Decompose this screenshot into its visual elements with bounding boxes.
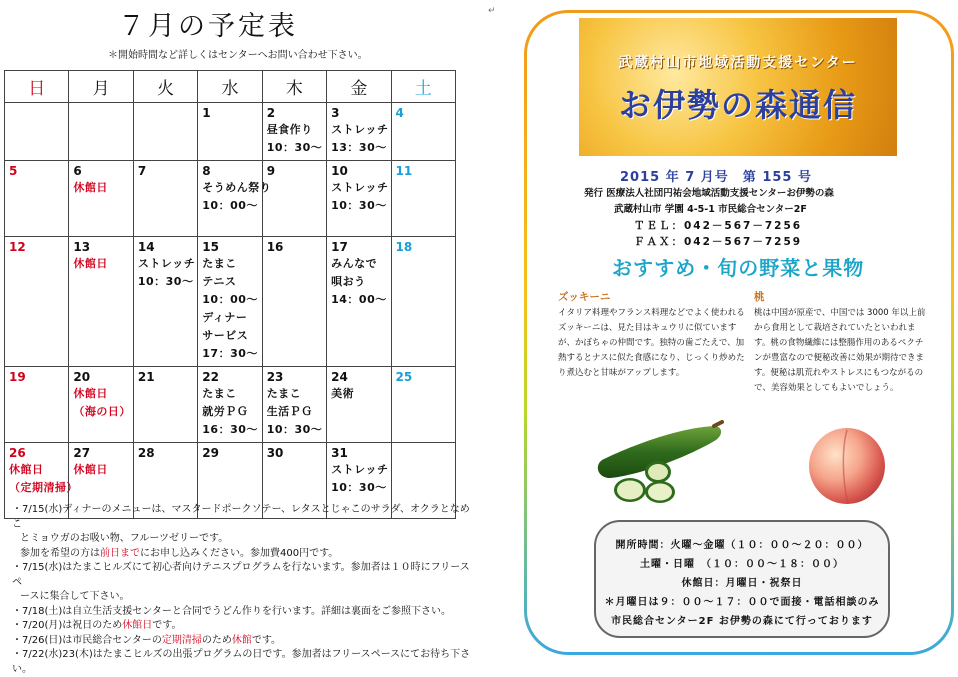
calendar-day-cell <box>327 367 391 443</box>
note-item <box>12 634 474 649</box>
peach-fruit <box>809 428 885 504</box>
calendar-day-cell <box>198 161 272 237</box>
weekday-tue: 火 <box>133 71 197 103</box>
address: 武蔵村山市 学園 4-5-1 市民総合センター2F <box>614 204 807 215</box>
weekday-fri: 金 <box>327 71 391 103</box>
calendar-day-cell <box>391 367 455 443</box>
calendar-day-cell <box>262 161 326 237</box>
note-item: ・7/15(水)ディナーのメニューは、マスタードポークソテー、レタスとじゃこのサラダ、オクラとなめこ <box>12 504 470 530</box>
day-number: 26 <box>9 446 26 460</box>
paragraph-mark: ↵ <box>488 6 496 16</box>
note-item <box>12 619 474 634</box>
hours-line: 開所時間：火曜～金曜（１０：００～２０：００） <box>615 540 869 551</box>
note-item: ・7/22(水)23(木)はたまこヒルズの出張プログラムの日です。参加者はフリースペースにてお待ち下さい。 <box>12 649 471 675</box>
day-number: 19 <box>9 370 26 384</box>
note-item: とミョウガのお吸い物、フルーツゼリーです。 <box>20 533 229 544</box>
weekday-thu: 木 <box>262 71 326 103</box>
day-event: 10：00〜 <box>202 293 258 306</box>
day-number: 23 <box>266 370 284 384</box>
day-event: たまこ <box>266 387 302 400</box>
day-event: ディナー <box>202 311 248 324</box>
calendar-week-row <box>5 367 456 443</box>
calendar-day-cell <box>5 103 69 161</box>
day-number: 6 <box>73 164 82 178</box>
day-event: 10：30〜 <box>137 275 194 288</box>
day-event: 10：30〜 <box>331 199 387 212</box>
note-highlight: 前日まで <box>100 547 140 559</box>
weekday-sun: 日 <box>5 71 69 103</box>
note-item <box>12 547 474 562</box>
calendar-day-cell <box>198 367 262 443</box>
day-number: 11 <box>395 164 413 178</box>
note-text: です。 <box>152 620 182 631</box>
day-number: 3 <box>331 106 340 120</box>
weekday-header-row <box>5 71 456 103</box>
day-number: 27 <box>73 446 91 460</box>
calendar-day-cell <box>5 367 69 443</box>
calendar-day-cell <box>391 237 455 367</box>
day-number: 28 <box>137 446 155 460</box>
day-number: 15 <box>202 240 219 254</box>
day-event: そうめん祭り <box>202 181 272 194</box>
day-number: 1 <box>202 106 211 120</box>
note-item: ースに集合して下さい。 <box>20 591 130 602</box>
day-event: 14：00〜 <box>331 293 387 306</box>
day-event: ストレッチ <box>331 123 389 136</box>
publisher-info <box>584 186 834 250</box>
calendar-week-row <box>5 103 456 161</box>
day-number: 8 <box>202 164 211 178</box>
hours-line: ＊月曜日は９：００～１７：００で面接・電話相談のみ <box>604 597 880 608</box>
peach-image <box>802 418 892 508</box>
day-number: 20 <box>73 370 91 384</box>
day-event: 10：30〜 <box>266 141 323 154</box>
calendar-day-cell <box>327 237 391 367</box>
day-number: 24 <box>331 370 348 384</box>
calendar-day-cell <box>5 237 69 367</box>
calendar-note: ＊開始時間など詳しくはセンターへお問い合わせ下さい。 <box>108 50 368 61</box>
day-number: 12 <box>9 240 26 254</box>
day-event: 休館日 <box>73 181 108 194</box>
calendar-day-cell <box>69 103 133 161</box>
day-event: 10：30〜 <box>331 481 387 494</box>
weekday-sat: 土 <box>391 71 455 103</box>
note-highlight: 休館 <box>231 634 252 646</box>
newsletter-name: お伊勢の森通信 <box>618 86 857 124</box>
day-number: 17 <box>331 240 348 254</box>
day-event: 生活ＰＧ <box>266 405 313 418</box>
note-text: 参加を希望の方は <box>20 547 100 559</box>
peach-title: 桃 <box>754 291 765 303</box>
calendar-week-row <box>5 237 456 367</box>
note-highlight: 定期清掃 <box>161 634 202 646</box>
day-number: 30 <box>266 446 284 460</box>
day-number: 31 <box>331 446 348 460</box>
day-number: 2 <box>266 106 276 120</box>
fax: ＦＡＸ：042－567－7259 <box>634 236 803 248</box>
calendar-day-cell <box>327 103 391 161</box>
day-event: 10：30〜 <box>266 423 323 436</box>
calendar-title: ７月の予定表 <box>118 11 298 42</box>
calendar-day-cell <box>133 237 197 367</box>
day-number: 25 <box>395 370 413 384</box>
day-number: 9 <box>266 164 276 178</box>
day-number: 21 <box>137 370 155 384</box>
day-event: （定期清掃） <box>9 481 78 494</box>
day-number: 16 <box>266 240 284 254</box>
calendar-day-cell <box>198 103 262 161</box>
day-event: 13：30〜 <box>331 141 387 154</box>
day-event: たまこ <box>202 387 237 400</box>
day-event: 休館日 <box>9 463 44 476</box>
day-event: 10：00〜 <box>202 199 258 212</box>
calendar-day-cell <box>133 103 197 161</box>
note-text: のため <box>201 634 232 646</box>
calendar-day-cell <box>391 161 455 237</box>
opening-hours-box <box>594 520 890 638</box>
calendar-day-cell <box>262 237 326 367</box>
day-event: 昼食作り <box>266 123 313 136</box>
day-event: サービス <box>202 329 249 342</box>
calendar-body <box>5 103 456 519</box>
hours-line: 休館日：月曜日・祝祭日 <box>681 578 803 589</box>
day-event: 就労ＰＧ <box>202 405 249 418</box>
day-event: 16：30〜 <box>202 423 258 436</box>
newsletter-page <box>524 10 954 655</box>
calendar-week-row <box>5 161 456 237</box>
day-event: 17：30〜 <box>202 347 258 360</box>
calendar-day-cell <box>69 237 133 367</box>
calendar-table <box>4 70 456 519</box>
day-event: ストレッチ <box>331 463 389 476</box>
calendar-day-cell <box>133 367 197 443</box>
calendar-day-cell <box>327 161 391 237</box>
note-item: ・7/15(水)はたまこヒルズにて初心者向けテニスプログラムを行ないます。参加者は１０時にフリースペ <box>12 562 470 588</box>
recommend-title: おすすめ・旬の野菜と果物 <box>612 256 865 280</box>
calendar-day-cell <box>262 103 326 161</box>
note-text: にお申し込みください。参加費400円です。 <box>140 547 339 559</box>
day-event: ストレッチ <box>137 257 196 270</box>
day-number: 4 <box>395 106 404 120</box>
day-event: 唄おう <box>331 275 366 288</box>
calendar-day-cell <box>198 237 262 367</box>
notes-list <box>12 503 474 677</box>
calendar-day-cell <box>69 161 133 237</box>
day-event: 美術 <box>331 387 355 400</box>
peach-text: 桃は中国が原産で、中国では 3000 年以上前から食用として栽培されていたといわれます。桃の食物繊維には整腸作用のあるペクチンが豊富なので便秘改善に効果が期待できます。便秘は肌荒れやストレスにもつながるので、美容効果としてもよいでしょう。 <box>754 308 926 393</box>
day-number: 13 <box>73 240 91 254</box>
day-number: 10 <box>331 164 348 178</box>
day-number: 18 <box>395 240 413 254</box>
organization-name: 武蔵村山市地域活動支援センター <box>618 55 858 71</box>
calendar-day-cell <box>5 161 69 237</box>
calendar-day-cell <box>262 367 326 443</box>
day-event: ストレッチ <box>331 181 389 194</box>
zucchini-title: ズッキーニ <box>558 291 611 303</box>
day-event: 休館日 <box>73 463 108 476</box>
day-number: 7 <box>137 164 147 178</box>
telephone: ＴＥＬ：042－567－7256 <box>634 220 803 232</box>
hours-line: 土曜・日曜 （１０：００～１８：００） <box>640 559 844 570</box>
weekday-wed: 水 <box>198 71 262 103</box>
note-highlight: 休館日 <box>122 620 153 631</box>
newsletter-banner <box>579 18 897 156</box>
calendar-day-cell <box>69 367 133 443</box>
calendar-day-cell <box>133 161 197 237</box>
hours-line: 市民総合センター2F お伊勢の森にて行っております <box>611 616 873 627</box>
issue-number: 2015 年 7 月号 第 155 号 <box>620 170 812 185</box>
day-event: たまこ <box>202 257 237 270</box>
weekday-mon: 月 <box>69 71 133 103</box>
note-item: ・7/18(土)は自立生活支援センターと合同でうどん作りを行います。詳細は裏面をご参照下さい。 <box>12 605 452 617</box>
day-event: 休館日 <box>73 257 108 270</box>
day-number: 14 <box>137 240 155 254</box>
peach-section <box>754 290 930 396</box>
note-text: ・7/20(月)は祝日のため <box>12 620 123 631</box>
publisher: 発行 医療法人社団円祐会地域活動支援センターお伊勢の森 <box>584 188 834 199</box>
day-event: テニス <box>202 275 237 288</box>
day-number: 5 <box>9 164 18 178</box>
calendar-day-cell <box>391 103 455 161</box>
day-number: 29 <box>202 446 219 460</box>
zucchini-section <box>558 290 748 381</box>
zucchini-image <box>596 420 726 506</box>
note-text: です。 <box>251 634 282 646</box>
zucchini-text: イタリア料理やフランス料理などでよく使われるズッキーニは、見た目はキュウリに似ていますが、かぼちゃの仲間です。独特の歯ごたえで、加熱するとナスに似た食感になり、じっくり炒めたり煮込むと甘味がアップします。 <box>558 308 745 378</box>
day-number: 22 <box>202 370 219 384</box>
day-event: （海の日） <box>73 405 131 418</box>
note-text: ・7/26(日)は市民総合センターの <box>12 634 162 646</box>
day-event: みんなで <box>331 257 378 270</box>
day-event: 休館日 <box>73 387 108 400</box>
calendar-page <box>0 0 478 675</box>
